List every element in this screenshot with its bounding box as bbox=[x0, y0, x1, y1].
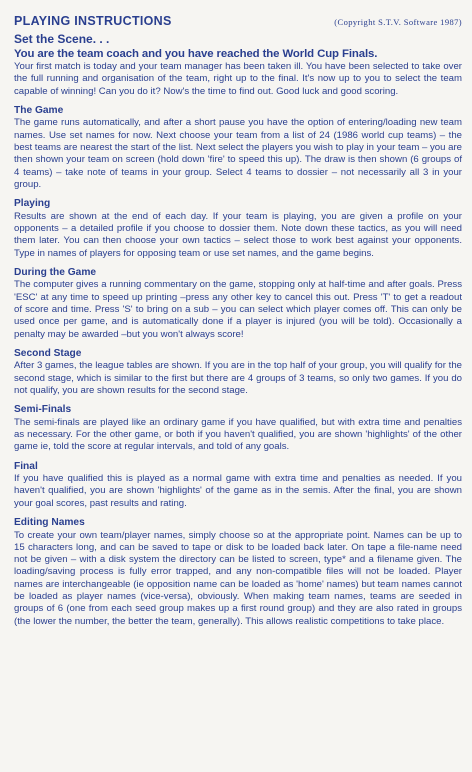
section-text-second-stage: After 3 games, the league tables are shown. If you are in the top half of your group, you will qualify for the second stage, which is similar to the first but there are 4 groups of 3 teams, so only two games. If you do not qualify, you are shown results for the second stage. bbox=[14, 360, 462, 396]
section-text-semi-finals: The semi-finals are played like an ordinary game if you have qualified, but with extra time and penalties as necessary. For the other game, or both if you haven't qualified, you are shown 'highlights' of the other game ie, told the score at regular intervals, and told of any goals. bbox=[14, 416, 462, 453]
section-text-playing: Results are shown at the end of each day. If your team is playing, you are given a profile on your opponents – a detailed profile if you choose to dossier them. Note down these tactics, as you will need them later. You can then choose your own tactics – select those to work best against your opponents. Type in names of players for opposing team or use set names, and the game begins. bbox=[14, 210, 462, 259]
section-text-the-game: The game runs automatically, and after a short pause you have the option of entering/loading new team names. Use set names for now. Next choose your team from a list of 24 (1986 world cup teams) – the best teams are nearest the start of the list. Next select the players you wish to play in your team – you are then shown your team on screen (hold down 'fire' to speed this up). The draw is then shown (6 groups of 4 teams) – take note of teams in your group. Select 4 teams to dossier – not necessarily all 3 in your group. bbox=[14, 117, 462, 190]
page-title: PLAYING INSTRUCTIONS bbox=[14, 14, 172, 28]
section-text-during-the-game: The computer gives a running commentary on the game, stopping only at half-time and after goals. Press 'ESC' at any time to speed up printing –press any other key to cancel this out. Press 'T' to get a readout of score and time. Press 'S' to bring on a sub – you can select which player comes off. This can only be used once per game, and is automatically done if a player is injured (you will be told). Occasionally a penalty may be awarded –but you won't always score! bbox=[14, 279, 462, 340]
section-heading-second-stage: Second Stage bbox=[14, 347, 82, 359]
copyright-notice: (Copyright S.T.V. Software 1987) bbox=[334, 17, 462, 27]
section-heading-the-game: The Game bbox=[14, 104, 64, 116]
intro-lead: You are the team coach and you have reached the World Cup Finals. bbox=[14, 48, 378, 60]
section-heading-playing: Playing bbox=[14, 198, 51, 210]
section-text-final: If you have qualified this is played as a normal game with extra time and penalties as needed. If you haven't qualified, you are shown 'highlights' of the game as in the semis. After the final, you are shown your goal scores, past results and rating. bbox=[14, 473, 462, 509]
section-text-editing-names: To create your own team/player names, simply choose so at the appropriate point. Names can be up to 15 characters long, and can be saved to tape or disk to be loaded back later. On tape a file-name need not be given – with a disk system the directory can be listed to screen, type* and a filename given. The loading/saving process is fully error trapped, and any non-compatible files will not be loaded. Player names are interchangeable (ie opposition name can be loaded as 'home' names) but team names cannot be loaded as player names (vice-versa), obviously. When making team names, teams are seeded in groups of 6 (one from each seed group makes up a first round group) and they are also rated in groups (the lower the number, the better the team, generally). This allows realistic competitions to take place. bbox=[14, 529, 462, 627]
section-heading-final: Final bbox=[14, 460, 38, 472]
intro-paragraph: Your first match is today and your team manager has been taken ill. You have been selected to take over the full running and organisation of the team, right up to the final. It's now up to you to select the team capable of winning! Can you do it? Now's the time to find out. Good luck and good scoring. bbox=[14, 61, 462, 97]
header bbox=[14, 14, 462, 28]
section-heading-during-the-game: During the Game bbox=[14, 266, 97, 278]
intro-subtitle: Set the Scene. . . bbox=[14, 32, 110, 46]
section-heading-semi-finals: Semi-Finals bbox=[14, 404, 72, 416]
section-heading-editing-names: Editing Names bbox=[14, 517, 85, 529]
